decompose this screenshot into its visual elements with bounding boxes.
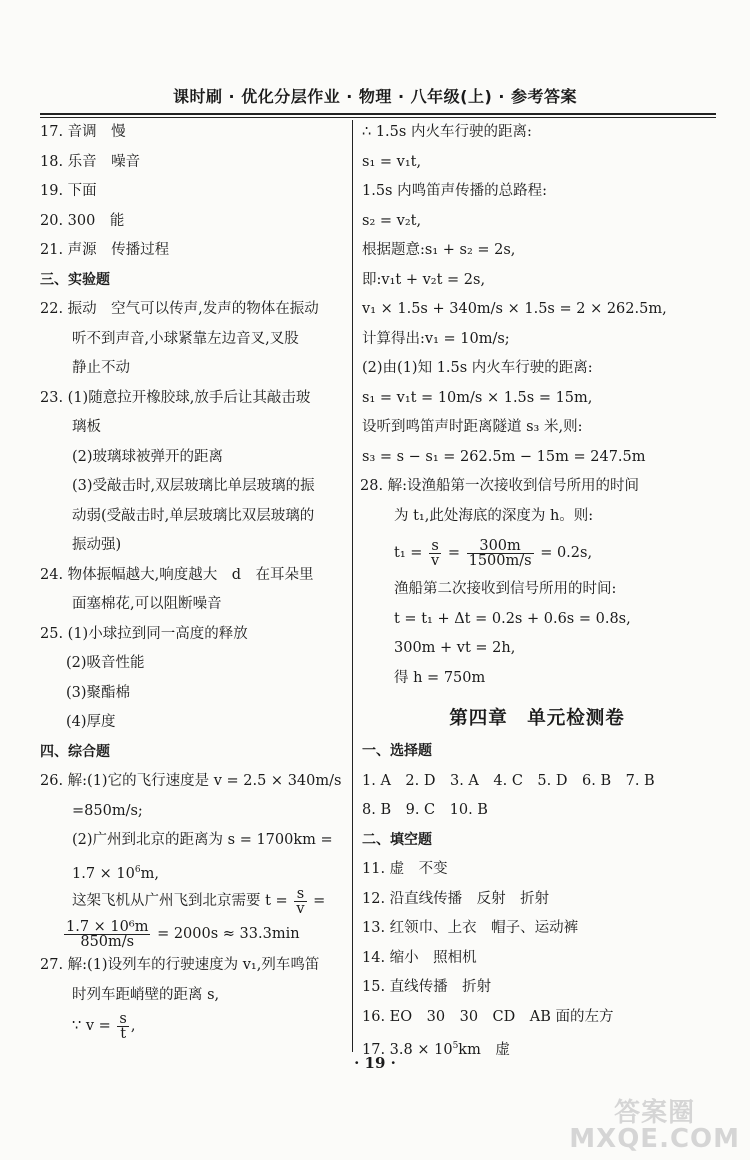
answer-27-line: 时列车距峭壁的距离 s, xyxy=(72,986,220,1003)
answer-27-line: 27. 解:(1)设列车的行驶速度为 v₁,列车鸣笛 xyxy=(40,957,320,973)
answer-27-line: s₁ = v₁t = 10m/s × 1.5s = 15m, xyxy=(362,389,593,406)
formula-text: t₁ = xyxy=(394,545,423,561)
fraction xyxy=(467,539,534,568)
exponent: 6 xyxy=(134,864,141,875)
fraction-numerator: 300m xyxy=(467,539,534,554)
answer-27-line: v₁ × 1.5s + 340m/s × 1.5s = 2 × 262.5m, xyxy=(362,301,667,317)
exponent: 5 xyxy=(452,1041,459,1051)
fraction xyxy=(64,920,150,949)
answer-27-line: 根据题意:s₁ + s₂ = 2s, xyxy=(362,242,516,258)
formula-text: = xyxy=(447,545,460,561)
fraction-denominator: 850m/s xyxy=(80,933,135,950)
formula-text: ∵ v = xyxy=(72,1018,111,1034)
answer-21: 21. 声源 传播过程 xyxy=(40,242,170,258)
answer-27-line: 1.5s 内鸣笛声传播的总路程: xyxy=(362,183,547,199)
answer-28-line: t = t₁ + Δt = 0.2s + 0.6s = 0.8s, xyxy=(394,610,631,627)
formula-text: = 2000s ≈ 33.3min xyxy=(157,926,300,942)
answer-27-line: s₃ = s − s₁ = 262.5m − 15m = 247.5m xyxy=(362,448,646,465)
formula-text: = xyxy=(313,893,326,909)
watermark-logo: 答案圈 MXQE.COM xyxy=(569,1098,740,1154)
formula-text: 17. 3.8 × 10 xyxy=(362,1042,453,1058)
formula-text: 1.7 × 10 xyxy=(72,865,135,882)
answer-26-line xyxy=(40,918,345,951)
fraction-numerator: 1.7 × 10⁶m xyxy=(66,918,149,935)
answer-28-line xyxy=(362,531,712,575)
answer-27-line: s₁ = v₁t, xyxy=(362,153,422,170)
formula-text: m, xyxy=(140,865,159,882)
left-column xyxy=(40,118,345,1043)
formula-text: = 0.2s, xyxy=(540,545,593,561)
fill-answer-13: 13. 红领巾、上衣 帽子、运动裤 xyxy=(362,920,579,936)
answer-22-line: 22. 振动 空气可以传声,发声的物体在振动 xyxy=(40,301,319,317)
formula-text: 这架飞机从广州飞到北京需要 t = xyxy=(72,893,288,909)
fraction xyxy=(429,539,441,568)
fraction-numerator: s xyxy=(294,887,306,902)
answer-28-line: 得 h = 750m xyxy=(394,669,486,686)
answer-24-line: 面塞棉花,可以阻断噪音 xyxy=(72,596,222,612)
answer-22-line: 听不到声音,小球紧靠左边音叉,叉股 xyxy=(72,330,299,347)
answer-24-line: 24. 物体振幅越大,响度越大 d 在耳朵里 xyxy=(40,566,314,583)
answer-28-line: 为 t₁,此处海底的深度为 h。则: xyxy=(394,507,594,524)
section-heading-choice: 一、选择题 xyxy=(362,743,432,759)
answer-25-line: 25. (1)小球拉到同一高度的释放 xyxy=(40,625,248,642)
answer-27-line: 计算得出:v₁ = 10m/s; xyxy=(362,330,510,347)
answer-20: 20. 300 能 xyxy=(40,212,125,229)
answer-26-line: (2)广州到北京的距离为 s = 1700km = xyxy=(72,832,333,848)
fill-answer-16: 16. EO 30 30 CD AB 面的左方 xyxy=(362,1008,614,1025)
answer-26-line: 26. 解:(1)它的飞行速度是 v = 2.5 × 340m/s xyxy=(40,773,342,789)
answer-23-line: 璃板 xyxy=(72,419,101,435)
header-rule xyxy=(40,113,716,115)
answer-28-line: 300m + vt = 2h, xyxy=(394,640,516,656)
answer-27-line xyxy=(40,1010,345,1043)
fraction-denominator: v xyxy=(431,552,440,569)
fraction xyxy=(117,1012,128,1041)
fill-answer-12: 12. 沿直线传播 反射 折射 xyxy=(362,890,550,907)
answer-26-line xyxy=(40,885,345,918)
answer-27-line: 即:v₁t + v₂t = 2s, xyxy=(362,271,486,288)
answer-25-line: (4)厚度 xyxy=(66,714,116,730)
answer-19: 19. 下面 xyxy=(40,183,97,199)
fraction-numerator: s xyxy=(429,539,441,554)
answer-22-line: 静止不动 xyxy=(72,360,130,376)
choice-answers: 8. B 9. C 10. B xyxy=(362,802,488,818)
answer-27-line: 设听到鸣笛声时距离隧道 s₃ 米,则: xyxy=(362,419,583,435)
answer-27-line: (2)由(1)知 1.5s 内火车行驶的距离: xyxy=(362,360,593,376)
answer-18: 18. 乐音 噪音 xyxy=(40,153,141,170)
fraction-numerator: s xyxy=(119,1010,127,1027)
answer-23-line: (3)受敲击时,双层玻璃比单层玻璃的振 xyxy=(72,478,315,494)
page-header: 课时刷 · 优化分层作业 · 物理 · 八年级(上) · 参考答案 xyxy=(172,87,577,106)
section-heading-experiment: 三、实验题 xyxy=(40,271,110,288)
section-heading-fill: 二、填空题 xyxy=(362,831,432,848)
section-heading-comprehensive: 四、综合题 xyxy=(40,743,110,760)
fill-answer-15: 15. 直线传播 折射 xyxy=(362,979,492,995)
answer-25-line: (2)吸音性能 xyxy=(66,655,145,671)
fraction xyxy=(294,887,306,916)
fraction-denominator: t xyxy=(120,1025,127,1042)
answer-26-line xyxy=(40,856,345,886)
answer-25-line: (3)聚酯棉 xyxy=(66,684,131,701)
fraction-denominator: 1500m/s xyxy=(468,552,532,569)
answer-28-line: 渔船第二次接收到信号所用的时间: xyxy=(394,581,617,597)
fill-answer-14: 14. 缩小 照相机 xyxy=(362,949,477,966)
column-divider xyxy=(352,120,353,1052)
answer-23-line: 动弱(受敲击时,单层玻璃比双层玻璃的 xyxy=(72,507,315,524)
answer-26-line: =850m/s; xyxy=(72,802,143,819)
answer-23-line: (2)玻璃球被弹开的距离 xyxy=(72,448,224,465)
formula-text: , xyxy=(130,1018,136,1034)
fraction-denominator: v xyxy=(296,900,305,917)
fill-answer-11: 11. 虚 不变 xyxy=(362,861,448,877)
answer-28-line: 28. 解:设渔船第一次接收到信号所用的时间 xyxy=(360,478,640,494)
answer-23-line: 23. (1)随意拉开橡胶球,放手后让其敲击玻 xyxy=(40,389,311,406)
page-number: · 19 · xyxy=(354,1054,396,1072)
choice-answers: 1. A 2. D 3. A 4. C 5. D 6. B 7. B xyxy=(362,772,655,789)
answer-27-line: ∴ 1.5s 内火车行驶的距离: xyxy=(362,124,532,140)
answer-27-line: s₂ = v₂t, xyxy=(362,212,422,229)
answer-17: 17. 音调 慢 xyxy=(40,124,126,140)
right-column xyxy=(362,118,712,1062)
chapter-title: 第四章 单元检测卷 xyxy=(449,708,625,729)
formula-text: km 虚 xyxy=(458,1042,510,1058)
answer-23-line: 振动强) xyxy=(72,537,122,553)
